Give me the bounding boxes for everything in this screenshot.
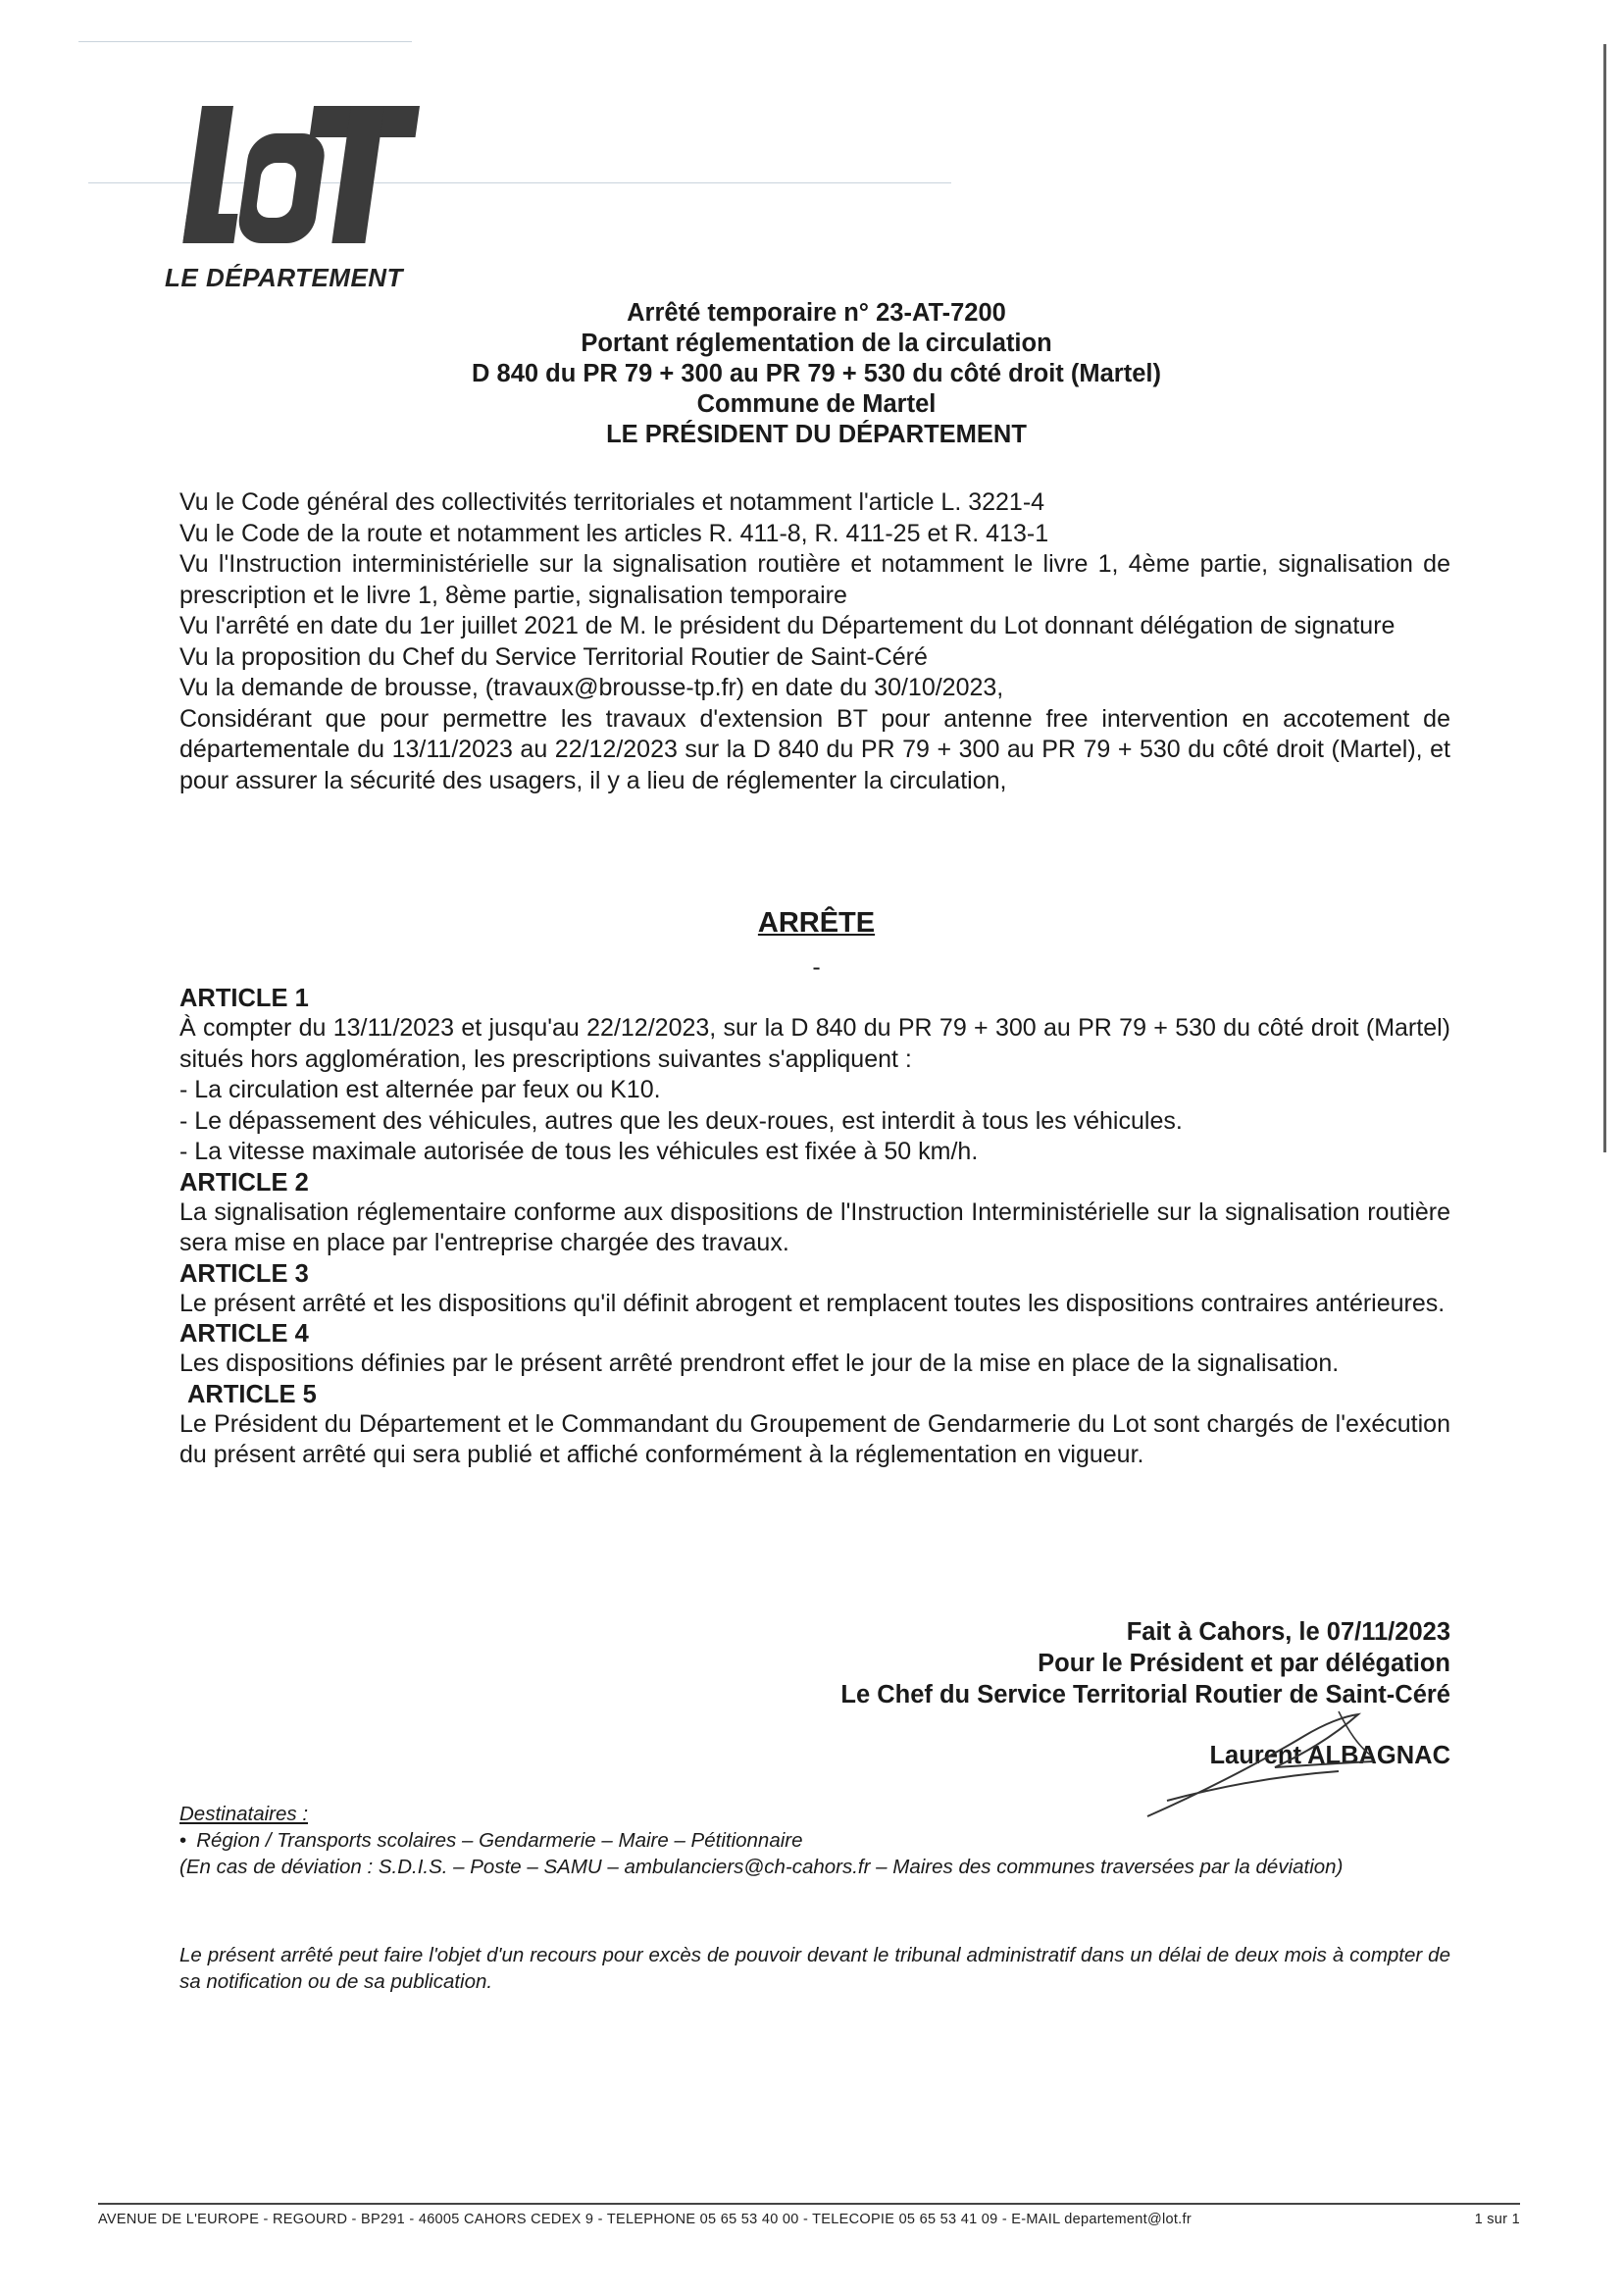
logo-caption: LE DÉPARTEMENT (165, 263, 403, 292)
decree-subject: Portant réglementation de la circulation (581, 330, 1052, 357)
document-header (157, 298, 1476, 450)
article-4-body: Les dispositions définies par le présent arrêté prendront effet le jour de la mise en place de la signalisation. (179, 1350, 1340, 1377)
considerant-line: Vu le Code général des collectivités territoriales et notamment l'article L. 3221-4 (179, 488, 1045, 516)
decree-authority: LE PRÉSIDENT DU DÉPARTEMENT (606, 421, 1027, 448)
footer (98, 2212, 1520, 2227)
considerant-line: Vu la proposition du Chef du Service Territorial Routier de Saint-Céré (179, 642, 928, 671)
scan-edge (1603, 44, 1606, 1152)
decree-commune: Commune de Martel (696, 390, 937, 418)
article-3-title: ARTICLE 3 (179, 1259, 309, 1288)
scan-line-top (78, 41, 412, 42)
article-1-title: ARTICLE 1 (179, 985, 309, 1012)
article-5-body: Le Président du Département et le Commandant du Groupement de Gendarmerie du Lot sont chargés de l'exécution du présent arrêté qui sera publié et affiché conformément à la réglementation en vigueur. (179, 1409, 1450, 1468)
article-1-body: À compter du 13/11/2023 et jusqu'au 22/12/2023, sur la D 840 du PR 79 + 300 au PR 79 + 530 du côté droit (Martel) situés hors agglomération, les prescriptions suivantes s'appliquent : (179, 1014, 1450, 1073)
signatory-role: Le Chef du Service Territorial Routier de Saint-Céré (840, 1681, 1450, 1708)
recipients (179, 1801, 1450, 1880)
separator-dash: - (812, 953, 821, 981)
place-date: Fait à Cahors, le 07/11/2023 (1126, 1618, 1450, 1646)
recipients-deviation: (En cas de déviation : S.D.I.S. – Poste – SAMU – ambulanciers@ch-cahors.fr – Maires des communes traversées par la déviation) (179, 1856, 1344, 1878)
articles (179, 984, 1450, 1471)
recipients-list: • Région / Transports scolaires – Gendarmerie – Maire – Pétitionnaire (179, 1827, 1450, 1854)
considerant-line: Vu la demande de brousse, (travaux@brousse-tp.fr) en date du 30/10/2023, (179, 674, 1004, 701)
article-4-title: ARTICLE 4 (179, 1320, 309, 1348)
page-number: 1 sur 1 (1474, 2212, 1520, 2227)
considerant-line: Vu l'Instruction interministérielle sur la signalisation routière et notamment le livre 1, 4ème partie, signalisation de prescription et le livre 1, 8ème partie, signalisation temporaire (179, 550, 1450, 609)
footer-address: AVENUE DE L'EUROPE - REGOURD - BP291 - 46005 CAHORS CEDEX 9 - TELEPHONE 05 65 53 40 00 - TELECOPIE 05 65 53 41 09 - E-MAIL departement@lot.fr (98, 2212, 1192, 2227)
considerants (179, 487, 1450, 796)
article-2-body: La signalisation réglementaire conforme aux dispositions de l'Instruction Interministérielle sur la signalisation routière sera mise en place par l'entreprise chargée des travaux. (179, 1198, 1450, 1256)
recipients-heading: Destinataires : (179, 1803, 309, 1825)
arrete-title: ARRÊTE (757, 907, 876, 939)
article-3-body: Le présent arrêté et les dispositions qu'il définit abrogent et remplacent toutes les dispositions contraires antérieures. (179, 1289, 1446, 1317)
article-1-item: - La circulation est alternée par feux ou K10. (179, 1076, 661, 1103)
considerant-line: Vu le Code de la route et notamment les articles R. 411-8, R. 411-25 et R. 413-1 (179, 519, 1049, 547)
decree-location: D 840 du PR 79 + 300 au PR 79 + 530 du côté droit (Martel) (472, 360, 1161, 387)
decree-number: Arrêté temporaire n° 23-AT-7200 (627, 299, 1006, 327)
article-1-item: - Le dépassement des véhicules, autres que les deux-roues, est interdit à tous les véhicules. (179, 1106, 1183, 1135)
footer-rule (98, 2203, 1520, 2205)
article-1-item: - La vitesse maximale autorisée de tous les véhicules est fixée à 50 km/h. (179, 1138, 979, 1165)
lot-logo-icon (165, 106, 420, 263)
appeal-notice: Le présent arrêté peut faire l'objet d'un recours pour excès de pouvoir devant le tribunal administratif dans un délai de deux mois à compter de sa notification ou de sa publication. (179, 1944, 1450, 1993)
considerant-line: Considérant que pour permettre les travaux d'extension BT pour antenne free intervention en accotement de départementale du 13/11/2023 au 22/12/2023 sur la D 840 du PR 79 + 300 au PR 79 + 530 du côté droit (Martel), et pour assurer la sécurité des usagers, il y a lieu de réglementer la circulation, (179, 704, 1450, 794)
considerant-line: Vu l'arrêté en date du 1er juillet 2021 de M. le président du Département du Lot donnant délégation de signature (179, 612, 1396, 639)
delegation: Pour le Président et par délégation (1038, 1650, 1450, 1677)
article-5-title: ARTICLE 5 (187, 1380, 317, 1408)
signatory-name: Laurent ALBAGNAC (1209, 1742, 1450, 1769)
article-2-title: ARTICLE 2 (179, 1168, 309, 1197)
